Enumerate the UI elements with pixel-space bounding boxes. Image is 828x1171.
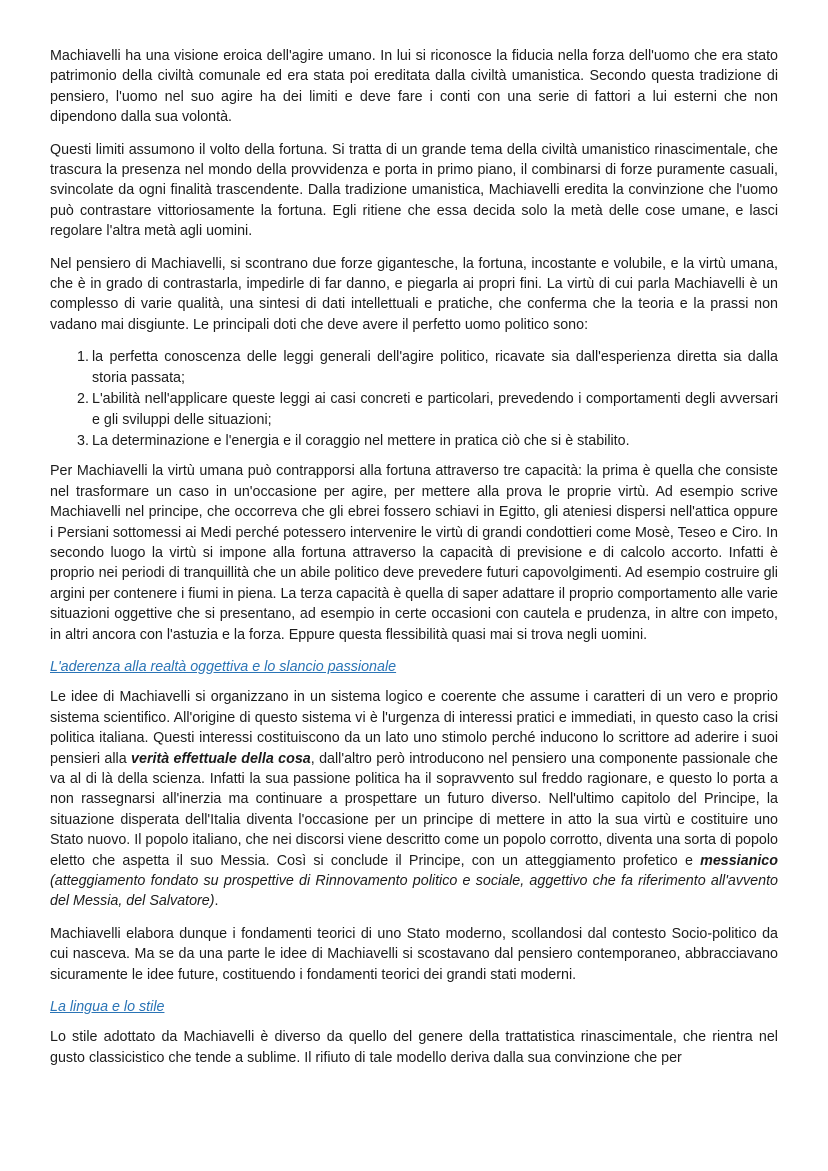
- list-number: 3.: [77, 432, 89, 449]
- section-heading-objective-reality[interactable]: L'aderenza alla realtà oggettiva e lo slancio passionale: [50, 658, 397, 675]
- section-heading-language-style[interactable]: La lingua e lo stile: [50, 999, 165, 1016]
- paragraph-virtue: Nel pensiero di Machiavelli, si scontrano due forze gigantesche, la fortuna, incostante e volubile, e la virtù umana, che è in grado di contrastarla, impedirle di far danno, e piegarla ai propri fini. La virtù di cui parla Machiavelli è un complesso di varie qualità, una sintesi di dati intellettuali e pratiche, che conferma che la teoria e la prassi non vadano mai disgiunte. Le principali doti che deve avere il perfetto uomo politico sono:: [50, 255, 778, 333]
- paragraph-modern-state: Machiavelli elabora dunque i fondamenti teorici di uno Stato moderno, scollandosi dal contesto Socio-politico da cui nasceva. Ma se da una parte le idee di Machiavelli si scostavano dal pensiero contemporaneo, abbracciavano sicuramente le idee future, costituendo i fondamenti teorici dei grandi stati moderni.: [50, 925, 778, 983]
- list-text: la perfetta conoscenza delle leggi generali dell'agire politico, ricavate sia dall'esperienza diretta sia dalla storia passata;: [92, 349, 778, 386]
- list-item: [50, 389, 778, 430]
- emphasis-messianico: messianico: [700, 852, 778, 869]
- paragraph-style: Lo stile adottato da Machiavelli è diverso da quello del genere della trattatistica rinascimentale, che rientra nel gusto classicistico che tende a sublime. Il rifiuto di tale modello deriva dalla sua convinzione che per: [50, 1029, 778, 1066]
- paragraph-scientific-system: [50, 687, 778, 911]
- paragraph-three-capacities: Per Machiavelli la virtù umana può contrapporsi alla fortuna attraverso tre capacità: la prima è quella che consiste nel trasformare un caso in un'occasione per agire, per mettere alla prova le proprie virtù. Ad esempio scrive Machiavelli nel principe, che occorreva che gli ebrei fossero schiavi in Egitto, gli ateniesi dispersi nell'attica oppure i Persiani sottomessi ai Medi perché potessero intervenire le virtù di grandi condottieri come Mosè, Teseo e Ciro. In secondo luogo la virtù si impone alla fortuna attraverso la capacità di previsione e di calcolo accorto. Infatti è proprio nei periodi di tranquillità che un abile politico deve prevedere futuri capovolgimenti. Ad esempio costruire gli argini per contenere i fiumi in piena. La terza capacità è quella di saper adattare il proprio comportamento alle varie situazioni oggettive che si presentano, ad esempio in certe occasioni con cautela e prudenza, in altre con impeto, in altri ancora con l'astuzia e la forza. Eppure questa flessibilità quasi mai si trova negli uomini.: [50, 463, 778, 643]
- text-run: .: [214, 893, 219, 910]
- paragraph-heroic-vision: Machiavelli ha una visione eroica dell'agire umano. In lui si riconosce la fiducia nella forza dell'uomo che era stato patrimonio della civiltà comunale ed era stata poi ereditata dalla civiltà umanistica. Secondo questa tradizione di pensiero, l'uomo nel suo agire ha dei limiti e deve fare i conti con una serie di fattori a lui esterni che non dipendono dalla sua volontà.: [50, 48, 778, 126]
- paragraph-fortune: Questi limiti assumono il volto della fortuna. Si tratta di un grande tema della civiltà umanistico rinascimentale, che trascura la presenza nel mondo della provvidenza e porta in primo piano, il combinarsi di forze puramente casuali, svincolate da ogni finalità trascendente. Dalla tradizione umanistica, Machiavelli eredita la convinzione che l'uomo può contrastare vittoriosamente la fortuna. Egli ritiene che essa decida solo la metà delle cose umane, e lasci regolare l'altra metà agli uomini.: [50, 141, 778, 240]
- text-run: Le idee di Machiavelli si organizzano in un sistema logico e coerente che assume i caratteri di un vero e proprio sistema scientifico. All'origine di questo sistema vi è l'urgenza di interessi pratici e immediati, in questo caso la crisi politica italiana. Questi interessi costituiscono da un lato uno stimolo perché inducono lo scrittore ad aderire i suoi pensieri alla: [50, 689, 778, 767]
- list-text: L'abilità nell'applicare queste leggi ai casi concreti e particolari, prevedendo i comportamenti degli avversari e gli sviluppi delle situazioni;: [92, 391, 778, 428]
- list-text: La determinazione e l'energia e il coraggio nel mettere in pratica ciò che si è stabilito.: [92, 432, 630, 449]
- list-item: [50, 431, 778, 451]
- definition-messianico: (atteggiamento fondato su prospettive di Rinnovamento politico e sociale, aggettivo che fa riferimento all'avvento del Messia, del Salvatore): [50, 873, 778, 910]
- list-number: 1.: [77, 349, 89, 366]
- qualities-list: [50, 347, 778, 451]
- emphasis-verita-effettuale: verità effettuale della cosa: [131, 750, 311, 767]
- text-run: , dall'altro però introducono nel pensiero una componente passionale che va al di là della scienza. Infatti la sua passione politica ha il sopravvento sul freddo ragionare, e questo lo porta a non rassegnarsi all'inerzia ma continuare a prospettare un futuro diverso. Nell'ultimo capitolo del Principe, la situazione disperata dell'Italia diventa l'occasione per un principe di mettere in atto la sua virtù e costituire uno Stato nuovo. Il popolo italiano, che nei discorsi viene descritto come un popolo corrotto, diventa una sorta di popolo eletto che aspetta il suo Messia. Così si conclude il Principe, con un atteggiamento profetico e: [50, 750, 779, 869]
- document-page: [50, 46, 778, 1080]
- list-item: [50, 347, 778, 388]
- list-number: 2.: [77, 391, 89, 408]
